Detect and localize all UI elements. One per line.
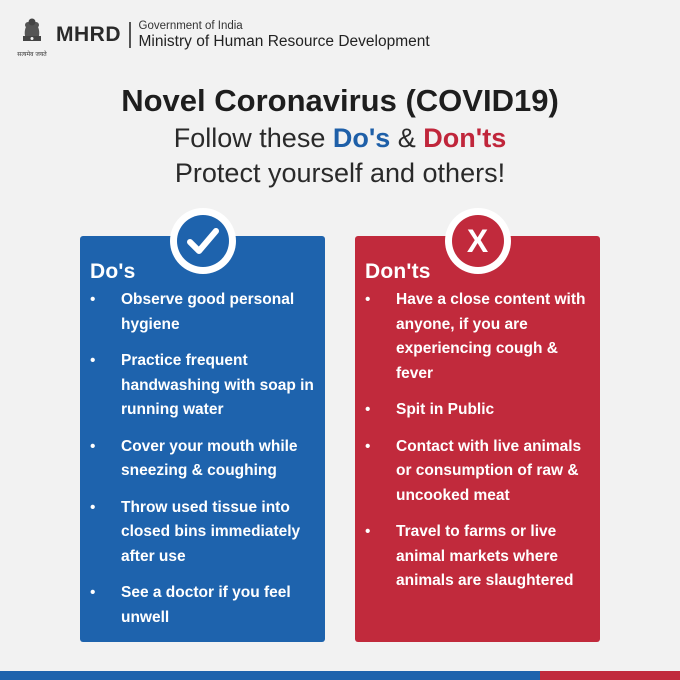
bullet: • [90, 437, 96, 455]
bullet: • [90, 291, 96, 308]
subtitle-amp: & [390, 123, 424, 153]
bullet: • [365, 291, 371, 308]
list-item [365, 520, 595, 594]
list-item [90, 581, 320, 630]
dos-title: Do's [90, 260, 136, 283]
bullet: • [365, 437, 371, 455]
bottom-stripe-blue [0, 671, 540, 680]
checkmark-icon [177, 215, 229, 267]
dos-list [90, 288, 320, 642]
subtitle-donts: Don'ts [423, 123, 507, 153]
donts-item-text: Spit in Public [396, 401, 495, 418]
donts-list [365, 288, 595, 606]
bottom-stripe-red [540, 671, 680, 680]
emblem-motto: सत्यमेव जयते [17, 51, 47, 58]
list-item [90, 496, 320, 570]
national-emblem-icon [16, 14, 48, 64]
list-item [90, 435, 320, 484]
donts-item-text: Have a close content with anyone, if you are experiencing cough & fever [396, 291, 586, 382]
list-item [90, 288, 320, 337]
dos-item-text: Practice frequent handwashing with soap in running water [121, 352, 314, 418]
dos-item-text: Observe good personal hygiene [121, 291, 295, 333]
list-item [365, 398, 595, 423]
donts-item-text: Contact with live animals or consumption of raw & uncooked meat [396, 437, 582, 504]
header-divider [129, 22, 131, 48]
donts-title: Don'ts [365, 260, 431, 283]
dos-badge [170, 208, 236, 274]
dos-item-text: Cover your mouth while sneezing & coughing [121, 437, 298, 479]
tagline: Protect yourself and others! [174, 158, 506, 188]
bullet: • [365, 523, 371, 540]
title-block [0, 82, 680, 190]
bullet: • [90, 352, 96, 369]
main-title: Novel Coronavirus (COVID19) [121, 83, 559, 118]
bullet: • [90, 498, 96, 516]
subtitle-dos: Do's [332, 123, 391, 153]
donts-badge [445, 208, 511, 274]
bullet: • [90, 584, 96, 601]
list-item [365, 288, 595, 386]
ministry-block [139, 19, 430, 51]
cross-icon [452, 215, 504, 267]
subtitle-prefix: Follow these [173, 123, 333, 153]
dos-item-text: Throw used tissue into closed bins immediately after use [121, 498, 301, 565]
bullet: • [365, 401, 371, 418]
ministry-line: Ministry of Human Resource Development [138, 33, 430, 50]
list-item [90, 349, 320, 423]
subtitle-line [0, 120, 680, 156]
header [16, 14, 430, 64]
dos-panel [80, 236, 325, 642]
government-line: Government of India [138, 20, 243, 32]
donts-item-text: Travel to farms or live animal markets where animals are slaughtered [396, 523, 574, 589]
cross-glyph: X [466, 222, 489, 259]
dos-item-text: See a doctor if you feel unwell [121, 584, 291, 626]
list-item [365, 435, 595, 509]
donts-panel [355, 222, 600, 642]
mhrd-logo-text: MHRD [56, 23, 121, 46]
